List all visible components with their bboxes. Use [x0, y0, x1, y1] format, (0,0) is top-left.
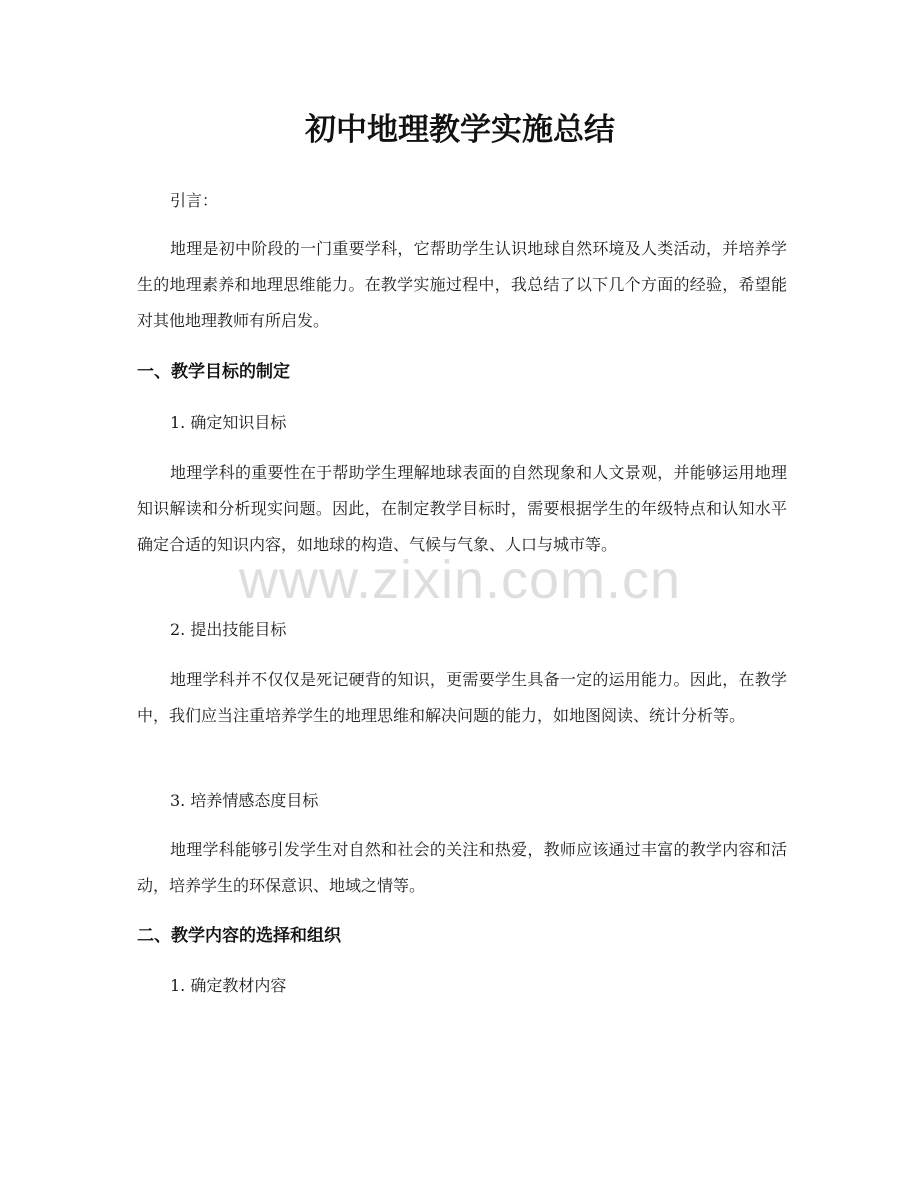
- section-1-item-1-title: 1. 确定知识目标: [170, 413, 287, 432]
- section-2-heading: 二、教学内容的选择和组织: [137, 926, 341, 946]
- section-1-item-2-paragraph: 地理学科并不仅仅是死记硬背的知识，更需要学生具备一定的运用能力。因此，在教学中，我们应当注重培养学生的地理思维和解决问题的能力，如地图阅读、统计分析等。: [137, 670, 787, 725]
- intro-label: 引言：: [170, 191, 219, 210]
- section-1-item-3-title: 3. 培养情感态度目标: [170, 791, 319, 810]
- section-2-item-1-title: 1. 确定教材内容: [170, 976, 287, 995]
- section-1-item-3-paragraph: 地理学科能够引发学生对自然和社会的关注和热爱，教师应该通过丰富的教学内容和活动，培养学生的环保意识、地域之情等。: [137, 840, 787, 895]
- watermark-text: www.zixin.com.cn: [238, 550, 682, 610]
- section-1-item-2-title: 2. 提出技能目标: [170, 620, 287, 639]
- intro-paragraph: 地理是初中阶段的一门重要学科，它帮助学生认识地球自然环境及人类活动，并培养学生的地理素养和地理思维能力。在教学实施过程中，我总结了以下几个方面的经验，希望能对其他地理教师有所启发。: [137, 239, 787, 330]
- document-title: 初中地理教学实施总结: [305, 112, 615, 148]
- section-1-heading: 一、教学目标的制定: [137, 362, 290, 382]
- section-1-item-1-paragraph: 地理学科的重要性在于帮助学生理解地球表面的自然现象和人文景观，并能够运用地理知识解读和分析现实问题。因此，在制定教学目标时，需要根据学生的年级特点和认知水平确定合适的知识内容，如地球的构造、气候与气象、人口与城市等。: [137, 463, 787, 554]
